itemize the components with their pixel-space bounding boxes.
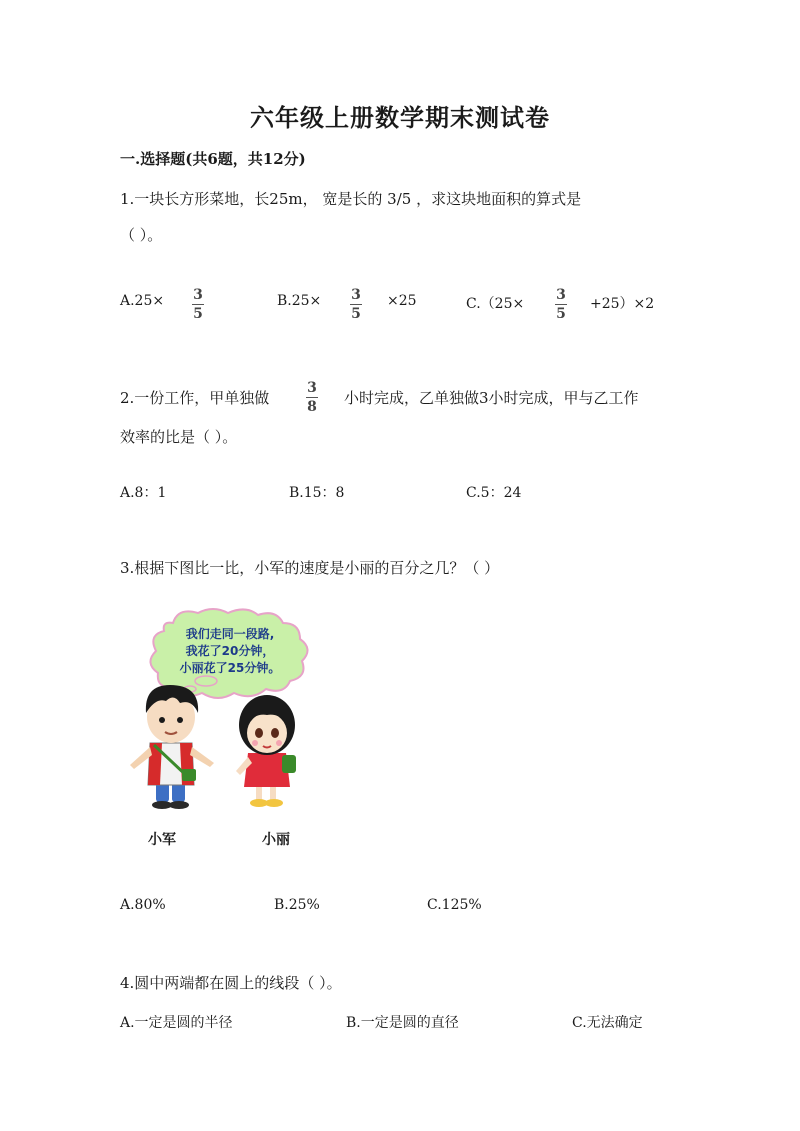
q1-option-c: C.（25× (466, 296, 525, 312)
bubble-line-1: 我们走同一段路, (185, 627, 275, 641)
bubble-line-3: 小丽花了25分钟。 (179, 661, 281, 675)
q2-text-line1: 2.一份工作，甲单独做 (120, 389, 270, 407)
q4-option-b: B.一定是圆的直径 (346, 1015, 459, 1031)
q1-option-b-suffix: ×25 (387, 293, 417, 309)
fraction-denominator: 8 (307, 399, 317, 415)
q1-option-a-fraction (192, 288, 204, 321)
section-heading: 一.选择题(共6题，共12分) (120, 150, 306, 168)
q1-option-c-fraction (555, 288, 567, 321)
q1-option-c-suffix: +25）×2 (590, 296, 655, 312)
q1-option-b: B.25× (277, 293, 322, 309)
boy-figure (130, 685, 214, 809)
q4-option-c: C.无法确定 (572, 1015, 643, 1031)
fraction-numerator: 3 (307, 380, 317, 396)
q1-option-b-fraction (350, 288, 362, 321)
q1-text-line1: 1.一块长方形菜地，长25m， 宽是长的 3/5 ，求这块地面积的算式是 (120, 190, 582, 208)
boy-name-label: 小军 (148, 832, 176, 848)
fraction-numerator: 3 (556, 287, 566, 303)
bubble-line-2: 我花了20分钟， (185, 644, 275, 658)
q4-text-line1: 4.圆中两端都在圆上的线段（ ）。 (120, 974, 342, 992)
fraction-denominator: 5 (193, 306, 203, 322)
q1-option-a: A.25× (120, 293, 165, 309)
q3-text-line1: 3.根据下图比一比，小军的速度是小丽的百分之几？（ ） (120, 559, 500, 577)
girl-figure (236, 695, 296, 807)
q3-option-c: C.125% (427, 897, 482, 913)
fraction-numerator: 3 (351, 287, 361, 303)
q3-illustration (118, 605, 338, 855)
q2-fraction (306, 381, 318, 414)
girl-name-label: 小丽 (262, 832, 290, 848)
q2-text-line1-suffix: 小时完成，乙单独做3小时完成，甲与乙工作 (344, 389, 639, 407)
q2-option-a: A.8：1 (120, 485, 167, 501)
q4-option-a: A.一定是圆的半径 (120, 1015, 233, 1031)
q1-text-line2: （ ）。 (120, 226, 163, 244)
q3-option-b: B.25% (274, 897, 320, 913)
q3-option-a: A.80% (120, 897, 166, 913)
q2-text-line2: 效率的比是（ ）。 (120, 428, 238, 446)
speech-bubble (150, 609, 307, 698)
fraction-denominator: 5 (556, 306, 566, 322)
page-title: 六年级上册数学期末测试卷 (250, 103, 550, 132)
fraction-denominator: 5 (351, 306, 361, 322)
q2-option-c: C.5：24 (466, 485, 522, 501)
fraction-numerator: 3 (193, 287, 203, 303)
q2-option-b: B.15：8 (289, 485, 345, 501)
